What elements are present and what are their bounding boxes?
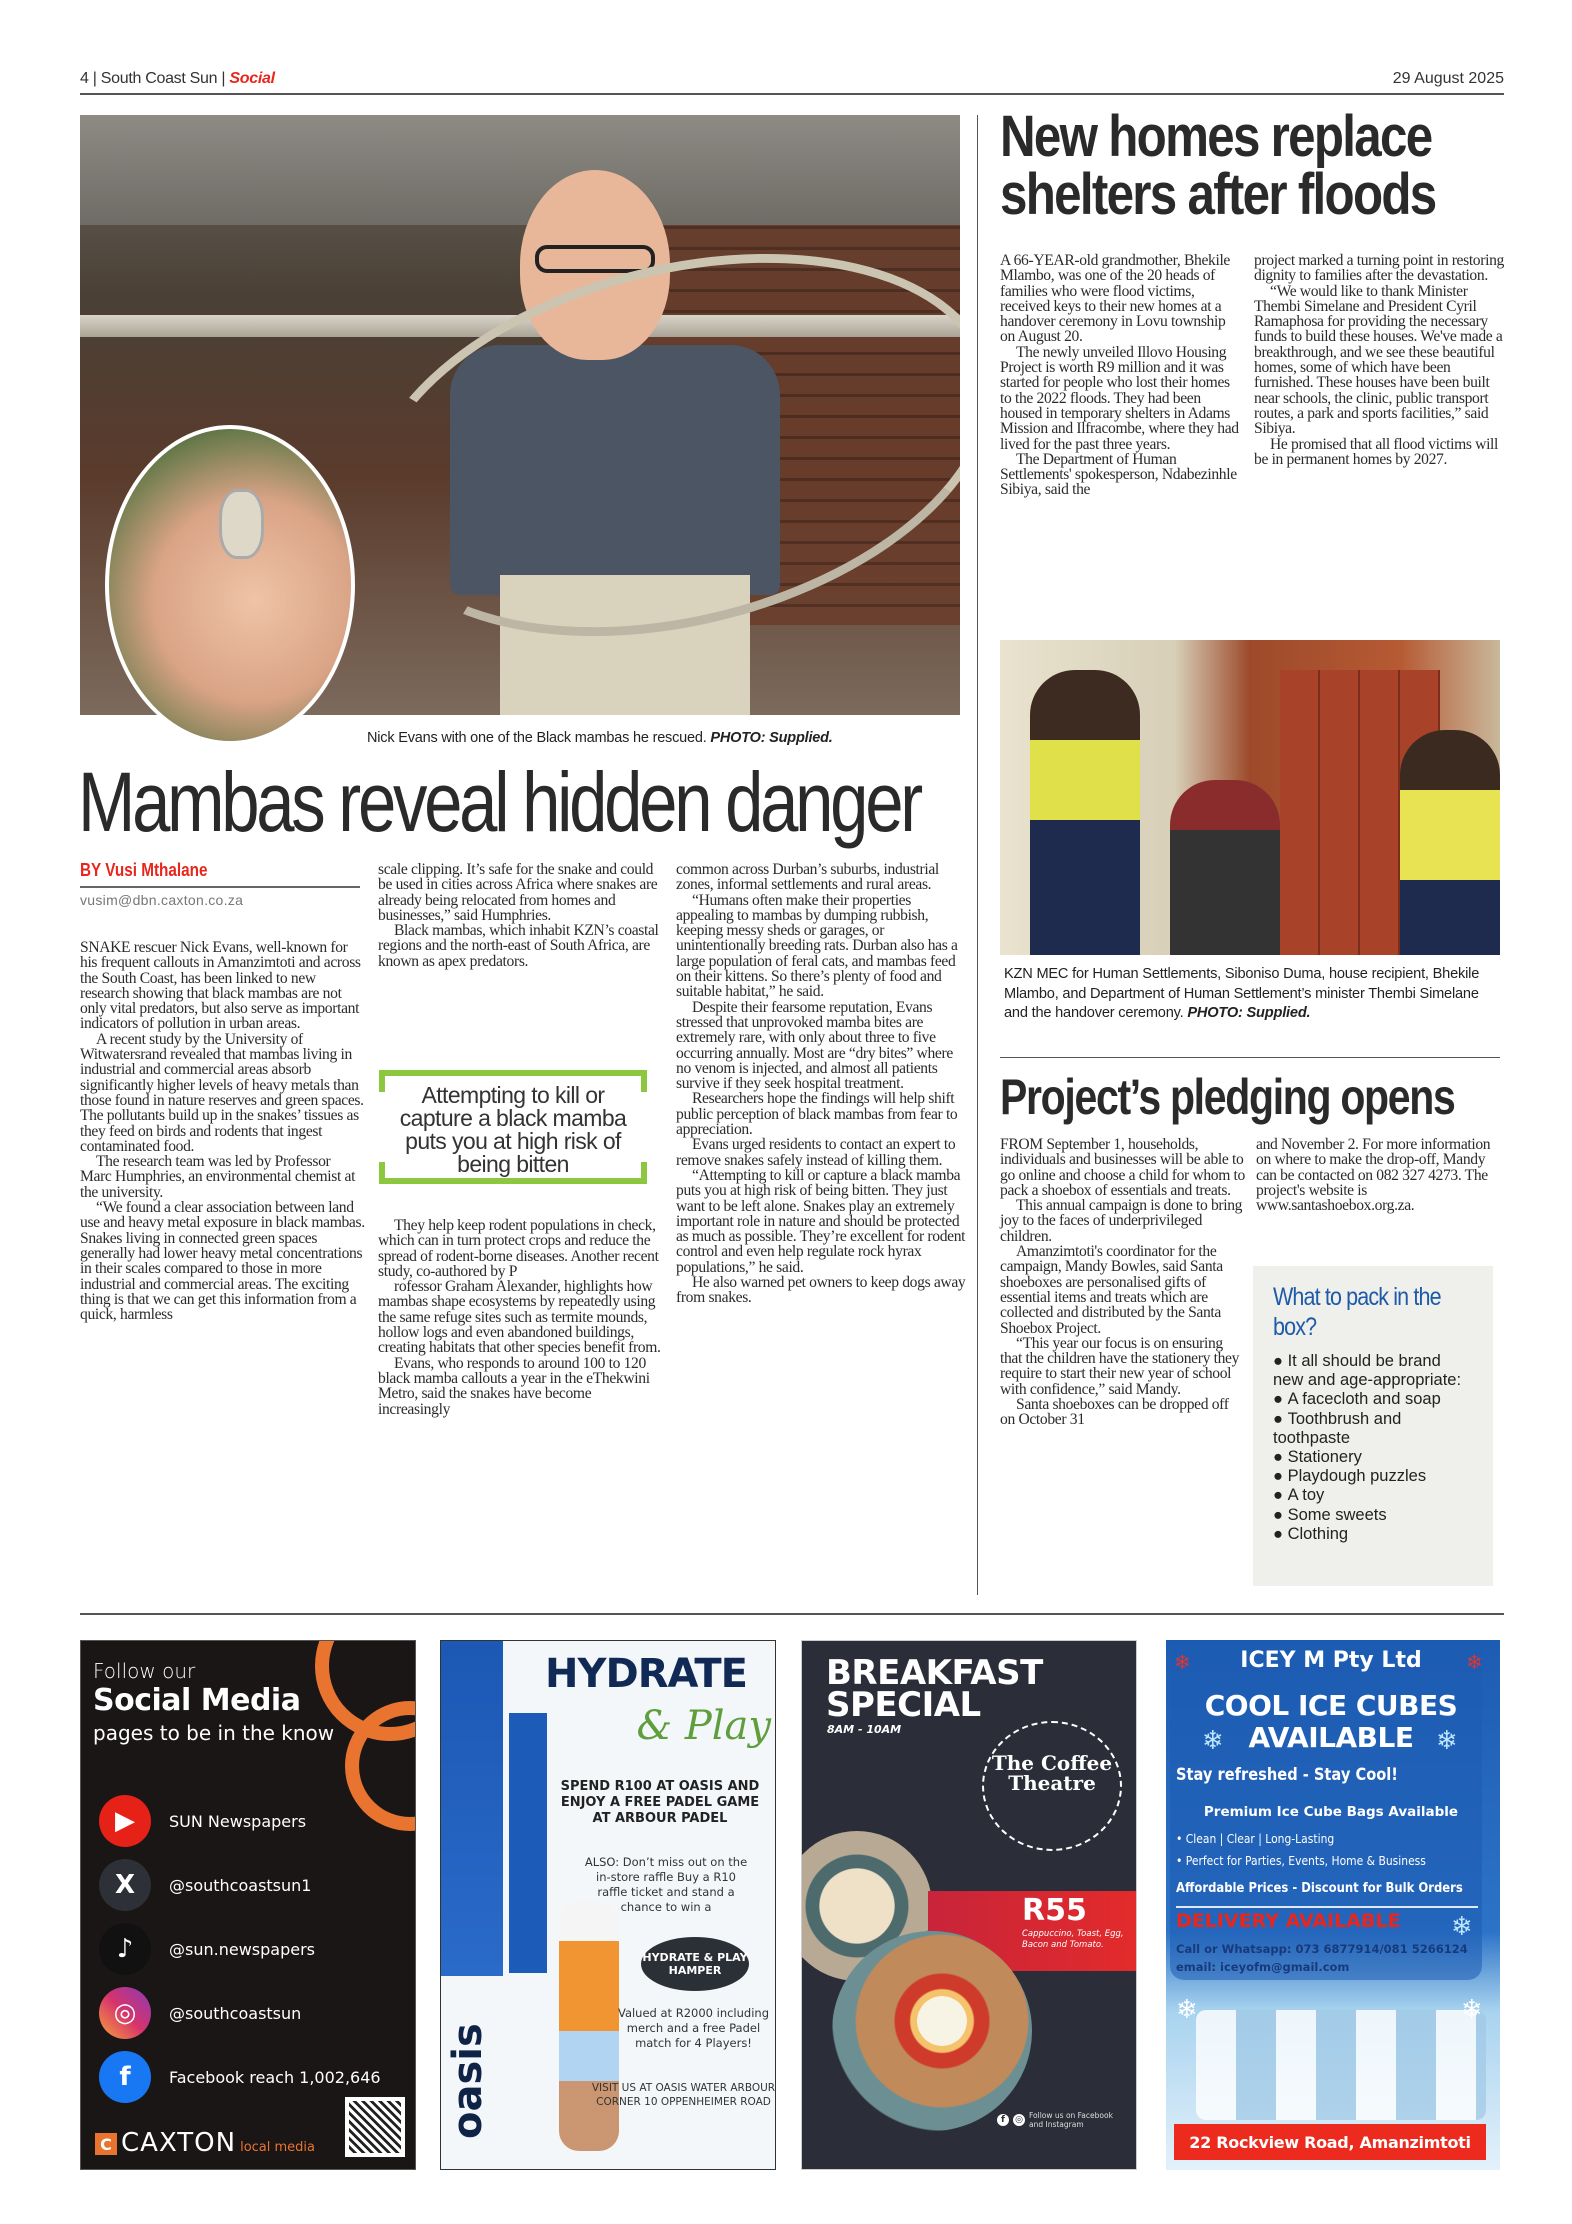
paragraph: and November 2. For more information on where to make the drop-off, Mandy can be contacted on 082 327 4273. The project's website is www.santashoebox.org.za. — [1256, 1136, 1491, 1215]
byline: BY Vusi Mthalane — [80, 860, 208, 880]
quote-frame — [379, 1070, 647, 1076]
ad-bullet: • Clean | Clear | Long-Lasting — [1176, 1831, 1335, 1846]
paragraph: “We would like to thank Minister Thembi Simelane and President Cyril Ramaphosa for providing the necessary funds to build these houses. We've made a breakthrough, and we see these beautiful homes, some of which have been furnished. These houses have been built near schools, the clinic, public transport routes, a park and sports facilities,” said Sibiya. — [1254, 282, 1503, 438]
ad-email[interactable]: email: iceyofm@gmail.com — [1176, 1960, 1350, 1974]
ads-divider — [80, 1613, 1504, 1615]
pack-list-item: ● Playdough puzzles — [1273, 1467, 1473, 1486]
qr-code[interactable] — [345, 2097, 405, 2157]
caxton-mark-icon: C — [95, 2133, 117, 2155]
ad-heading: Social Media — [93, 1683, 301, 1718]
caxton-wordmark: CAXTON — [121, 2128, 237, 2158]
column-divider — [977, 115, 978, 1595]
ad-phone[interactable]: Call or Whatsapp: 073 6877914/081 5266124 — [1176, 1942, 1468, 1956]
snake-head — [219, 489, 264, 559]
follow-us — [997, 2111, 1119, 2129]
pack-list-item: ● Toothbrush and toothpaste — [1273, 1410, 1473, 1448]
ad-price-description: Cappuccino, Toast, Egg, Bacon and Tomato. — [1022, 1929, 1124, 1950]
heading-line: BREAKFAST — [826, 1653, 1043, 1693]
social-handle: SUN Newspapers — [169, 1811, 307, 1831]
icey-m-ad[interactable] — [1166, 1640, 1500, 2170]
social-handle: @sun.newspapers — [169, 1939, 315, 1959]
handover-photo-caption — [1004, 965, 1504, 1024]
pull-quote-text: Attempting to kill or capture a black mamba puts you at high risk of being bitten — [399, 1082, 627, 1177]
paragraph: Evans urged residents to contact an expert to remove snakes safely instead of killing them. — [676, 1136, 956, 1169]
quote-frame — [641, 1162, 647, 1184]
ad-delivery: DELIVERY AVAILABLE — [1176, 1910, 1401, 1932]
photo-glasses — [535, 245, 655, 273]
paragraph: A 66-YEAR-old grandmother, Bhekile Mlambo, was one of the 20 heads of families who were flood victims, received keys to their new homes at a handover ceremony in Lovu township on August 20. — [1000, 252, 1231, 346]
snowflake-icon: ❄ — [1202, 1726, 1224, 1756]
homes-column-2 — [1254, 253, 1504, 467]
ad-bullet: • Perfect for Parties, Events, Home & Business — [1176, 1853, 1426, 1868]
paragraph: Amanzimtoti's coordinator for the campaign, Mandy Bowles, said Santa shoeboxes are personalised gifts of essential items and treats which are collected and distributed by the Santa Shoebox Project. — [1000, 1243, 1223, 1337]
pack-list-item: ● It all should be brand new and age-appropriate: — [1273, 1352, 1473, 1390]
paragraph: He also warned pet owners to keep dogs away from snakes. — [676, 1274, 966, 1307]
pledge-headline: Project’s pledging opens — [1000, 1069, 1455, 1125]
handover-photo — [1000, 640, 1500, 955]
paragraph: The research team was led by Professor Marc Humphries, an environmental chemist at the university. — [80, 1153, 356, 1201]
mamba-headline: Mambas reveal hidden danger — [78, 755, 920, 849]
padel-player-image — [559, 1901, 619, 2151]
paragraph: SNAKE rescuer Nick Evans, well-known for his frequent callouts in Amanzimtoti and across the South Coast, has been linked to new research showing that black mambas are not only vital predators, but also serve as important indicators of pollution in urban areas. — [80, 939, 361, 1033]
paragraph: They help keep rodent populations in check, which can in turn protect crops and reduce the spread of rodent-borne diseases. Another recent study, co-authored by P — [378, 1217, 659, 1280]
paragraph: “Humans often make their properties appealing to mambas by dumping rubbish, keeping messy sheds or garages, or unintentionally breeding rats. Durban also has a large population of feral cats, and mambas feed on their kittens. So there’s plenty of food and suitable habitat,” he said. — [676, 891, 958, 1001]
snowflake-icon: ❄ — [1176, 1995, 1198, 2025]
tiktok-icon: ♪ — [99, 1923, 151, 1975]
pull-quote — [379, 1070, 647, 1180]
x-icon: X — [99, 1859, 151, 1911]
paragraph: “Attempting to kill or capture a black mamba puts you at high risk of being bitten. They just want to be left alone. Snakes play an extremely important role in nature and should be protected as much as possible. They’re excellent for rodent control and even help regulate rock hyrax populations,” he said. — [676, 1166, 966, 1276]
heading-line: SPECIAL — [826, 1685, 981, 1725]
ad-price: R55 — [1022, 1893, 1087, 1928]
homes-headline — [1000, 104, 1436, 227]
pack-list-item: ● A facecloth and soap — [1273, 1390, 1473, 1409]
paragraph: A recent study by the University of Witwatersrand revealed that mambas living in industrial and commercial areas absorb significantly higher levels of heavy metals than those found in nature reserves and green spaces. The pollutants build up in the snakes’ tissues as they feed on birds and rodents that ingest contaminated food. — [80, 1030, 364, 1155]
social-row-tiktok[interactable] — [99, 1921, 399, 1977]
pack-list-factbox — [1253, 1266, 1493, 1586]
follow-text: Follow us on Facebook and Instagram — [1029, 2111, 1113, 2129]
paragraph: rofessor Graham Alexander, highlights how mambas shape ecosystems by repeatedly using the same refuge sites such as termite mounds, hollow logs and even abandoned buildings, creating habitats that other species benefit from. — [378, 1278, 661, 1357]
page-number: 4 — [80, 70, 89, 87]
paragraph: Evans, who responds to around 100 to 120 black mamba callouts a year in the eThekwini Metro, said the snakes have become increasingly — [378, 1354, 650, 1418]
story-divider — [1000, 1057, 1500, 1058]
paragraph: Black mambas, which inhabit KZN’s coastal regions and the north-east of South Africa, are known as apex predators. — [378, 922, 659, 970]
paragraph: “We found a clear association between land use and heavy metal exposure in black mambas. Snakes living in connected green spaces generally had lower heavy metal concentrations in their scales compared to those in more industrial and commercial areas. The exciting thing is that we can get this information from a quick, harmless — [80, 1199, 365, 1324]
breakfast-special-ad[interactable] — [801, 1640, 1137, 2170]
photo-ceiling — [80, 115, 960, 225]
photo-credit: PHOTO: Supplied. — [1187, 1005, 1311, 1021]
folio-left: 4 | South Coast Sun | Social — [80, 70, 275, 87]
author-email[interactable]: vusim@dbn.caxton.co.za — [80, 892, 244, 908]
ad-text: ALSO: Don’t miss out on the in-store raffle Buy a R10 raffle ticket and stand a chance to win a — [584, 1855, 748, 1914]
social-handle: @southcoastsun1 — [169, 1875, 312, 1895]
ad-hours: 8AM - 10AM — [827, 1723, 902, 1736]
pledge-column-1 — [1000, 1137, 1245, 1428]
mamba-column-2-bottom — [378, 1218, 663, 1417]
mamba-column-2-top — [378, 862, 663, 969]
ad-bullets — [1176, 1828, 1426, 1872]
homes-column-1 — [1000, 253, 1240, 498]
photo-person — [1400, 730, 1500, 955]
pack-list — [1273, 1352, 1473, 1544]
social-row-youtube[interactable] — [99, 1793, 399, 1849]
mamba-column-1 — [80, 940, 365, 1322]
photo-person — [1170, 780, 1280, 955]
breakfast-plate-image — [832, 1931, 1032, 2131]
social-handle: @southcoastsun — [169, 2003, 302, 2023]
caxton-subtitle: local media — [240, 2140, 316, 2155]
snowflake-icon: ❄ — [1461, 1995, 1483, 2025]
pack-list-item: ● A toy — [1273, 1486, 1473, 1505]
snake-inset-photo — [105, 425, 355, 745]
quote-frame — [379, 1162, 385, 1184]
snowflake-icon: ❄ — [1174, 1650, 1191, 1674]
publication-name: South Coast Sun — [100, 70, 218, 87]
social-row-x[interactable] — [99, 1857, 399, 1913]
oasis-ad[interactable] — [440, 1640, 776, 2170]
paragraph: FROM September 1, households, individuals and businesses will be able to go online and choose a child for whom to pack a shoebox of essentials and treats. — [1000, 1136, 1245, 1199]
pack-list-item: ● Stationery — [1273, 1448, 1473, 1467]
padel-court-image — [509, 1713, 547, 1973]
photo-credit: PHOTO: Supplied. — [710, 730, 833, 746]
ice-cubes-image — [1196, 2010, 1486, 2120]
caxton-logo — [95, 2128, 316, 2158]
ad-subheading: Premium Ice Cube Bags Available — [1203, 1804, 1459, 1820]
social-row-instagram[interactable] — [99, 1985, 399, 2041]
instagram-icon: ◎ — [1013, 2114, 1025, 2126]
youtube-icon: ▶ — [99, 1795, 151, 1847]
ad-text: pages to be in the know — [93, 1721, 335, 1745]
ad-heading: COOL ICE CUBES AVAILABLE — [1204, 1689, 1458, 1754]
paragraph: Despite their fearsome reputation, Evans stressed that unprovoked mamba bites are extremely rare, with only about three to five occurring annually. Most are “dry bites” where no venom is injected, and almost all patients survive if they seek hospital treatment. — [676, 998, 953, 1093]
paragraph: scale clipping. It’s safe for the snake and could be used in cities across Africa where snakes are already being relocated from homes and businesses,” said Humphries. — [378, 861, 658, 924]
mamba-column-3 — [676, 862, 966, 1306]
headline-line: New homes replace — [1000, 104, 1432, 169]
ad-pricing: Affordable Prices - Discount for Bulk Orders — [1176, 1880, 1463, 1896]
byline-divider — [80, 886, 360, 888]
ad-address: VISIT US AT OASIS WATER ARBOUR CORNER 10 OPPENHEIMER ROAD — [591, 2082, 776, 2108]
ad-heading — [826, 1653, 1043, 1725]
folio-divider — [80, 93, 1504, 95]
paragraph: This annual campaign is done to bring joy to the faces of underprivileged children. — [1000, 1197, 1243, 1245]
pack-list-item: ● Clothing — [1273, 1525, 1473, 1544]
snowflake-icon: ❄ — [1451, 1912, 1473, 1942]
quote-frame — [379, 1178, 647, 1184]
caption-text: Nick Evans with one of the Black mambas he rescued. — [367, 730, 707, 746]
paragraph: “This year our focus is on ensuring that the children have the stationery they require to start their new year of school with confidence,” said Mandy. — [1000, 1334, 1240, 1398]
paragraph: Researchers hope the findings will help shift public perception of black mambas from fear to appreciation. — [676, 1090, 958, 1139]
mamba-photo-caption — [367, 730, 833, 746]
section-label: Social — [229, 70, 275, 87]
paragraph: common across Durban’s suburbs, industrial zones, informal settlements and rural areas. — [676, 861, 939, 894]
headline-line: shelters after floods — [1000, 162, 1436, 227]
social-media-ad[interactable] — [80, 1640, 416, 2170]
pack-list-item: ● Some sweets — [1273, 1506, 1473, 1525]
hamper-badge: HYDRATE & PLAY HAMPER — [641, 1937, 749, 1991]
caption-text: KZN MEC for Human Settlements, Siboniso Duma, house recipient, Bhekile Mlambo, and Department of Human Settlement’s minister Thembi Simelane and the handover ceremony. — [1004, 966, 1480, 1021]
paragraph: The Department of Human Settlements' spokesperson, Ndabezinhle Sibiya, said the — [1000, 450, 1237, 499]
facebook-icon: f — [99, 2051, 151, 2103]
ad-contact — [1176, 1940, 1468, 1976]
paragraph: The newly unveiled Illovo Housing Project is worth R9 million and it was started for people who lost their homes to the 2022 floods. They had been housed in temporary shelters in Adams Mission and Ilfracombe, where they had lived for the past three years. — [1000, 343, 1239, 453]
ad-address: 22 Rockview Road, Amanzimtoti — [1174, 2124, 1486, 2160]
ad-offer: SPEND R100 AT OASIS AND ENJOY A FREE PADEL GAME AT ARBOUR PADEL — [560, 1779, 760, 1826]
page-folio — [80, 70, 1504, 94]
company-name: ICEY M Pty Ltd — [1240, 1648, 1422, 1673]
social-handle: Facebook reach 1,002,646 — [169, 2067, 381, 2087]
padel-court-image — [441, 1641, 503, 1976]
ad-divider — [1176, 1906, 1478, 1908]
paragraph: Santa shoeboxes can be dropped off on October 31 — [1000, 1396, 1229, 1429]
ad-heading: HYDRATE — [545, 1651, 747, 1697]
paragraph: project marked a turning point in restoring dignity to families after the devastation. — [1254, 252, 1504, 285]
oasis-logo: oasis — [445, 2023, 491, 2139]
snowflake-icon: ❄ — [1466, 1650, 1483, 1674]
ad-text: Valued at R2000 including merch and a free Padel match for 4 Players! — [617, 2006, 770, 2050]
pledge-column-2 — [1256, 1137, 1501, 1213]
facebook-icon: f — [997, 2114, 1009, 2126]
photo-person — [1030, 670, 1140, 955]
paragraph: He promised that all flood victims will be in permanent homes by 2027. — [1254, 435, 1499, 468]
ad-tagline: Stay refreshed - Stay Cool! — [1176, 1765, 1398, 1785]
snowflake-icon: ❄ — [1436, 1726, 1458, 1756]
coffee-theatre-logo: The Coffee Theatre — [982, 1721, 1122, 1851]
quote-frame — [641, 1070, 647, 1092]
ad-text: Follow our — [93, 1659, 196, 1683]
ad-subheading: & Play — [636, 1703, 771, 1749]
instagram-icon: ◎ — [99, 1987, 151, 2039]
factbox-title: What to pack in the box? — [1273, 1283, 1441, 1341]
issue-date: 29 August 2025 — [1392, 70, 1504, 87]
